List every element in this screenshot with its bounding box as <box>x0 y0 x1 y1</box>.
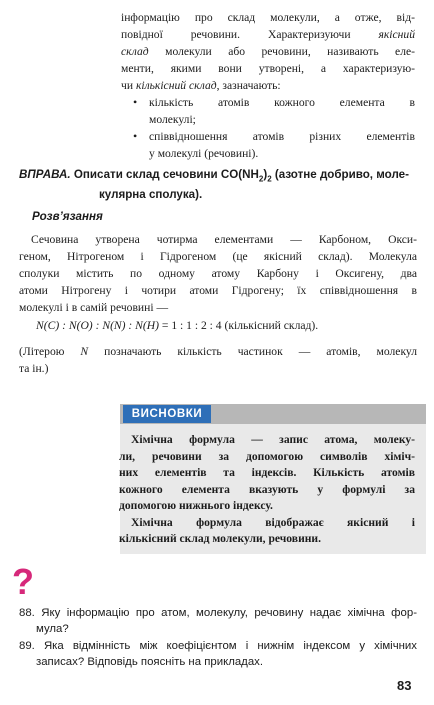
intro-paragraph <box>121 9 415 94</box>
solution-heading: Розв’язання <box>32 210 103 223</box>
list-item <box>131 94 415 128</box>
bullet-text: співвідношення атомів різних елементів <box>149 130 415 143</box>
solution-line: атоми Нітрогену і чотири атоми Гідрогену; їх співвідношення в <box>19 284 417 297</box>
intro-line: чи кількісний склад, зазначають: <box>121 79 281 92</box>
ratio-formula <box>36 319 318 332</box>
note-paragraph <box>19 343 417 377</box>
bullet-icon: • <box>133 129 138 143</box>
intro-line: повідної речовини. Характеризуючи якісний <box>121 28 415 41</box>
note-line: (Літерою N позначають кількість частинок — атомів, молекул <box>19 345 417 358</box>
question-item <box>19 638 417 670</box>
subscript: 2 <box>258 174 264 184</box>
solution-line: геном, Нітрогеном і Гідрогеном (це якісний склад). Молекула <box>19 250 417 263</box>
conclusion-line: Хімічна формула відображає якісний і <box>131 515 415 529</box>
conclusions-text <box>119 432 415 548</box>
solution-line: Сечовина утворена чотирма елементами — Карбоном, Окси- <box>31 233 417 246</box>
bullet-icon: • <box>133 95 138 109</box>
solution-paragraph <box>19 231 417 316</box>
question-line: записах? Відповідь поясніть на прикладах. <box>36 656 264 668</box>
exercise-text: (азотне добриво, моле- <box>271 168 409 181</box>
exercise-block <box>19 167 415 203</box>
conclusion-line: кожного елемента вказують у формулі за <box>119 482 415 496</box>
conclusion-line: Хімічна формула — запис атома, молеку- <box>131 433 415 446</box>
question-item <box>19 605 417 637</box>
intro-line: склад молекули або речовини, називають еле- <box>121 45 415 58</box>
page-number: 83 <box>397 678 412 693</box>
subscript: 2 <box>267 174 272 184</box>
bullet-text: кількість атомів кожного елемента в <box>149 96 415 109</box>
intro-line: менти, якими вони утворені, а характеризую- <box>121 62 415 75</box>
question-line: 88. Яку інформацію про атом, молекулу, речовину надає хімічна фор- <box>19 607 418 619</box>
conclusions-label: ВИСНОВКИ <box>123 405 211 423</box>
bullet-list <box>131 94 415 162</box>
exercise-line <box>19 167 415 187</box>
formula-rhs: = 1 : 1 : 2 : 4 (кількісний склад). <box>159 319 319 332</box>
exercise-text: Описати склад сечовини CO(NH <box>70 168 259 181</box>
exercise-line: кулярна сполука). <box>99 188 203 202</box>
exercise-prefix: ВПРАВА. <box>19 168 71 181</box>
intro-line: інформацію про склад молекули, а отже, від- <box>121 11 415 24</box>
bullet-text: у молекулі (речовині). <box>149 147 259 160</box>
exercise-text: ) <box>263 168 268 181</box>
note-line: та ін.) <box>19 362 49 375</box>
solution-line: молекулі і в самій речовині — <box>19 301 169 314</box>
list-item <box>131 128 415 162</box>
conclusion-line: допомогою нижнього індексу. <box>119 499 273 512</box>
formula-lhs: N(C) : N(O) : N(N) : N(H) <box>36 319 160 332</box>
question-line: 89. Яка відмінність між коефіцієнтом і нижнім індексом у хімічних <box>19 640 417 652</box>
conclusion-line: них елементів та індексів. Кількість атомів <box>119 466 415 479</box>
conclusion-line: ли, речовини за допомогою символів хіміч- <box>119 449 415 463</box>
question-line: мула? <box>36 623 69 635</box>
question-mark-icon: ? <box>12 561 34 602</box>
bullet-text: молекулі; <box>149 113 196 126</box>
solution-line: сполуки містить по одному атому Карбону і Оксигену, два <box>19 267 417 280</box>
conclusion-line: кількісний склад молекули, речовини. <box>119 532 322 545</box>
